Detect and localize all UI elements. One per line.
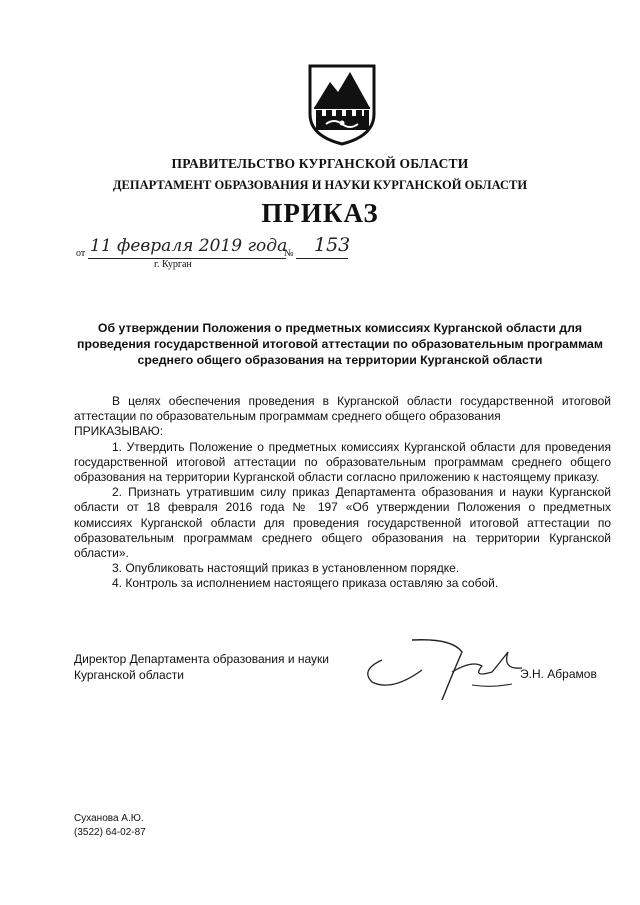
government-name: ПРАВИТЕЛЬСТВО КУРГАНСКОЙ ОБЛАСТИ bbox=[171, 156, 469, 171]
coat-of-arms-emblem bbox=[306, 64, 378, 146]
order-item-3: 3. Опубликовать настоящий приказ в установленном порядке. bbox=[112, 561, 460, 576]
number-underline bbox=[296, 258, 348, 259]
document-type: ПРИКАЗ bbox=[261, 198, 379, 228]
executor-phone: (3522) 64-02-87 bbox=[74, 827, 146, 838]
intro-paragraph: В целях обеспечения проведения в Курганской области государственной итоговой аттестации по образовательным программам среднего общего образования bbox=[74, 394, 611, 424]
handwritten-number: 153 bbox=[314, 234, 351, 256]
executor-contact bbox=[74, 812, 146, 840]
number-label: № bbox=[284, 248, 294, 259]
handwritten-signature bbox=[352, 630, 532, 705]
department-name: ДЕПАРТАМЕНТ ОБРАЗОВАНИЯ И НАУКИ КУРГАНСКОЙ ОБЛАСТИ bbox=[112, 178, 528, 192]
date-number-block bbox=[76, 234, 376, 278]
executor-name: Суханова А.Ю. bbox=[74, 813, 144, 824]
from-label: от bbox=[76, 248, 86, 259]
signatory-position bbox=[74, 651, 329, 683]
order-title: Об утверждении Положения о предметных комиссиях Курганской области для проведения государственной итоговой аттестации по образовательным программам среднего общего образования на территории Курганской области bbox=[77, 321, 603, 367]
order-item-2: 2. Признать утратившим силу приказ Департамента образования и науки Курганской области от 18 февраля 2016 года № 197 «Об утверждении Положения о предметных комиссиях Курганской области для проведения государственной итоговой аттестации по образовательным программам среднего общего образования на территории Курганской области». bbox=[74, 485, 611, 561]
order-word: ПРИКАЗЫВАЮ: bbox=[74, 424, 164, 439]
order-item-1: 1. Утвердить Положение о предметных комиссиях Курганской области для проведения государственной итоговой аттестации по образовательным программам среднего общего образования на территории Курганской области согласно приложению к настоящему приказу. bbox=[74, 439, 611, 485]
order-item-4: 4. Контроль за исполнением настоящего приказа оставляю за собой. bbox=[112, 576, 499, 591]
signatory-name: Э.Н. Абрамов bbox=[520, 667, 597, 681]
position-line-1: Директор Департамента образования и науки bbox=[74, 652, 329, 666]
handwritten-date: 11 февраля 2019 года bbox=[90, 236, 288, 256]
order-body bbox=[74, 394, 611, 592]
city-label: г. Курган bbox=[154, 259, 192, 270]
position-line-2: Курганской области bbox=[74, 668, 184, 682]
